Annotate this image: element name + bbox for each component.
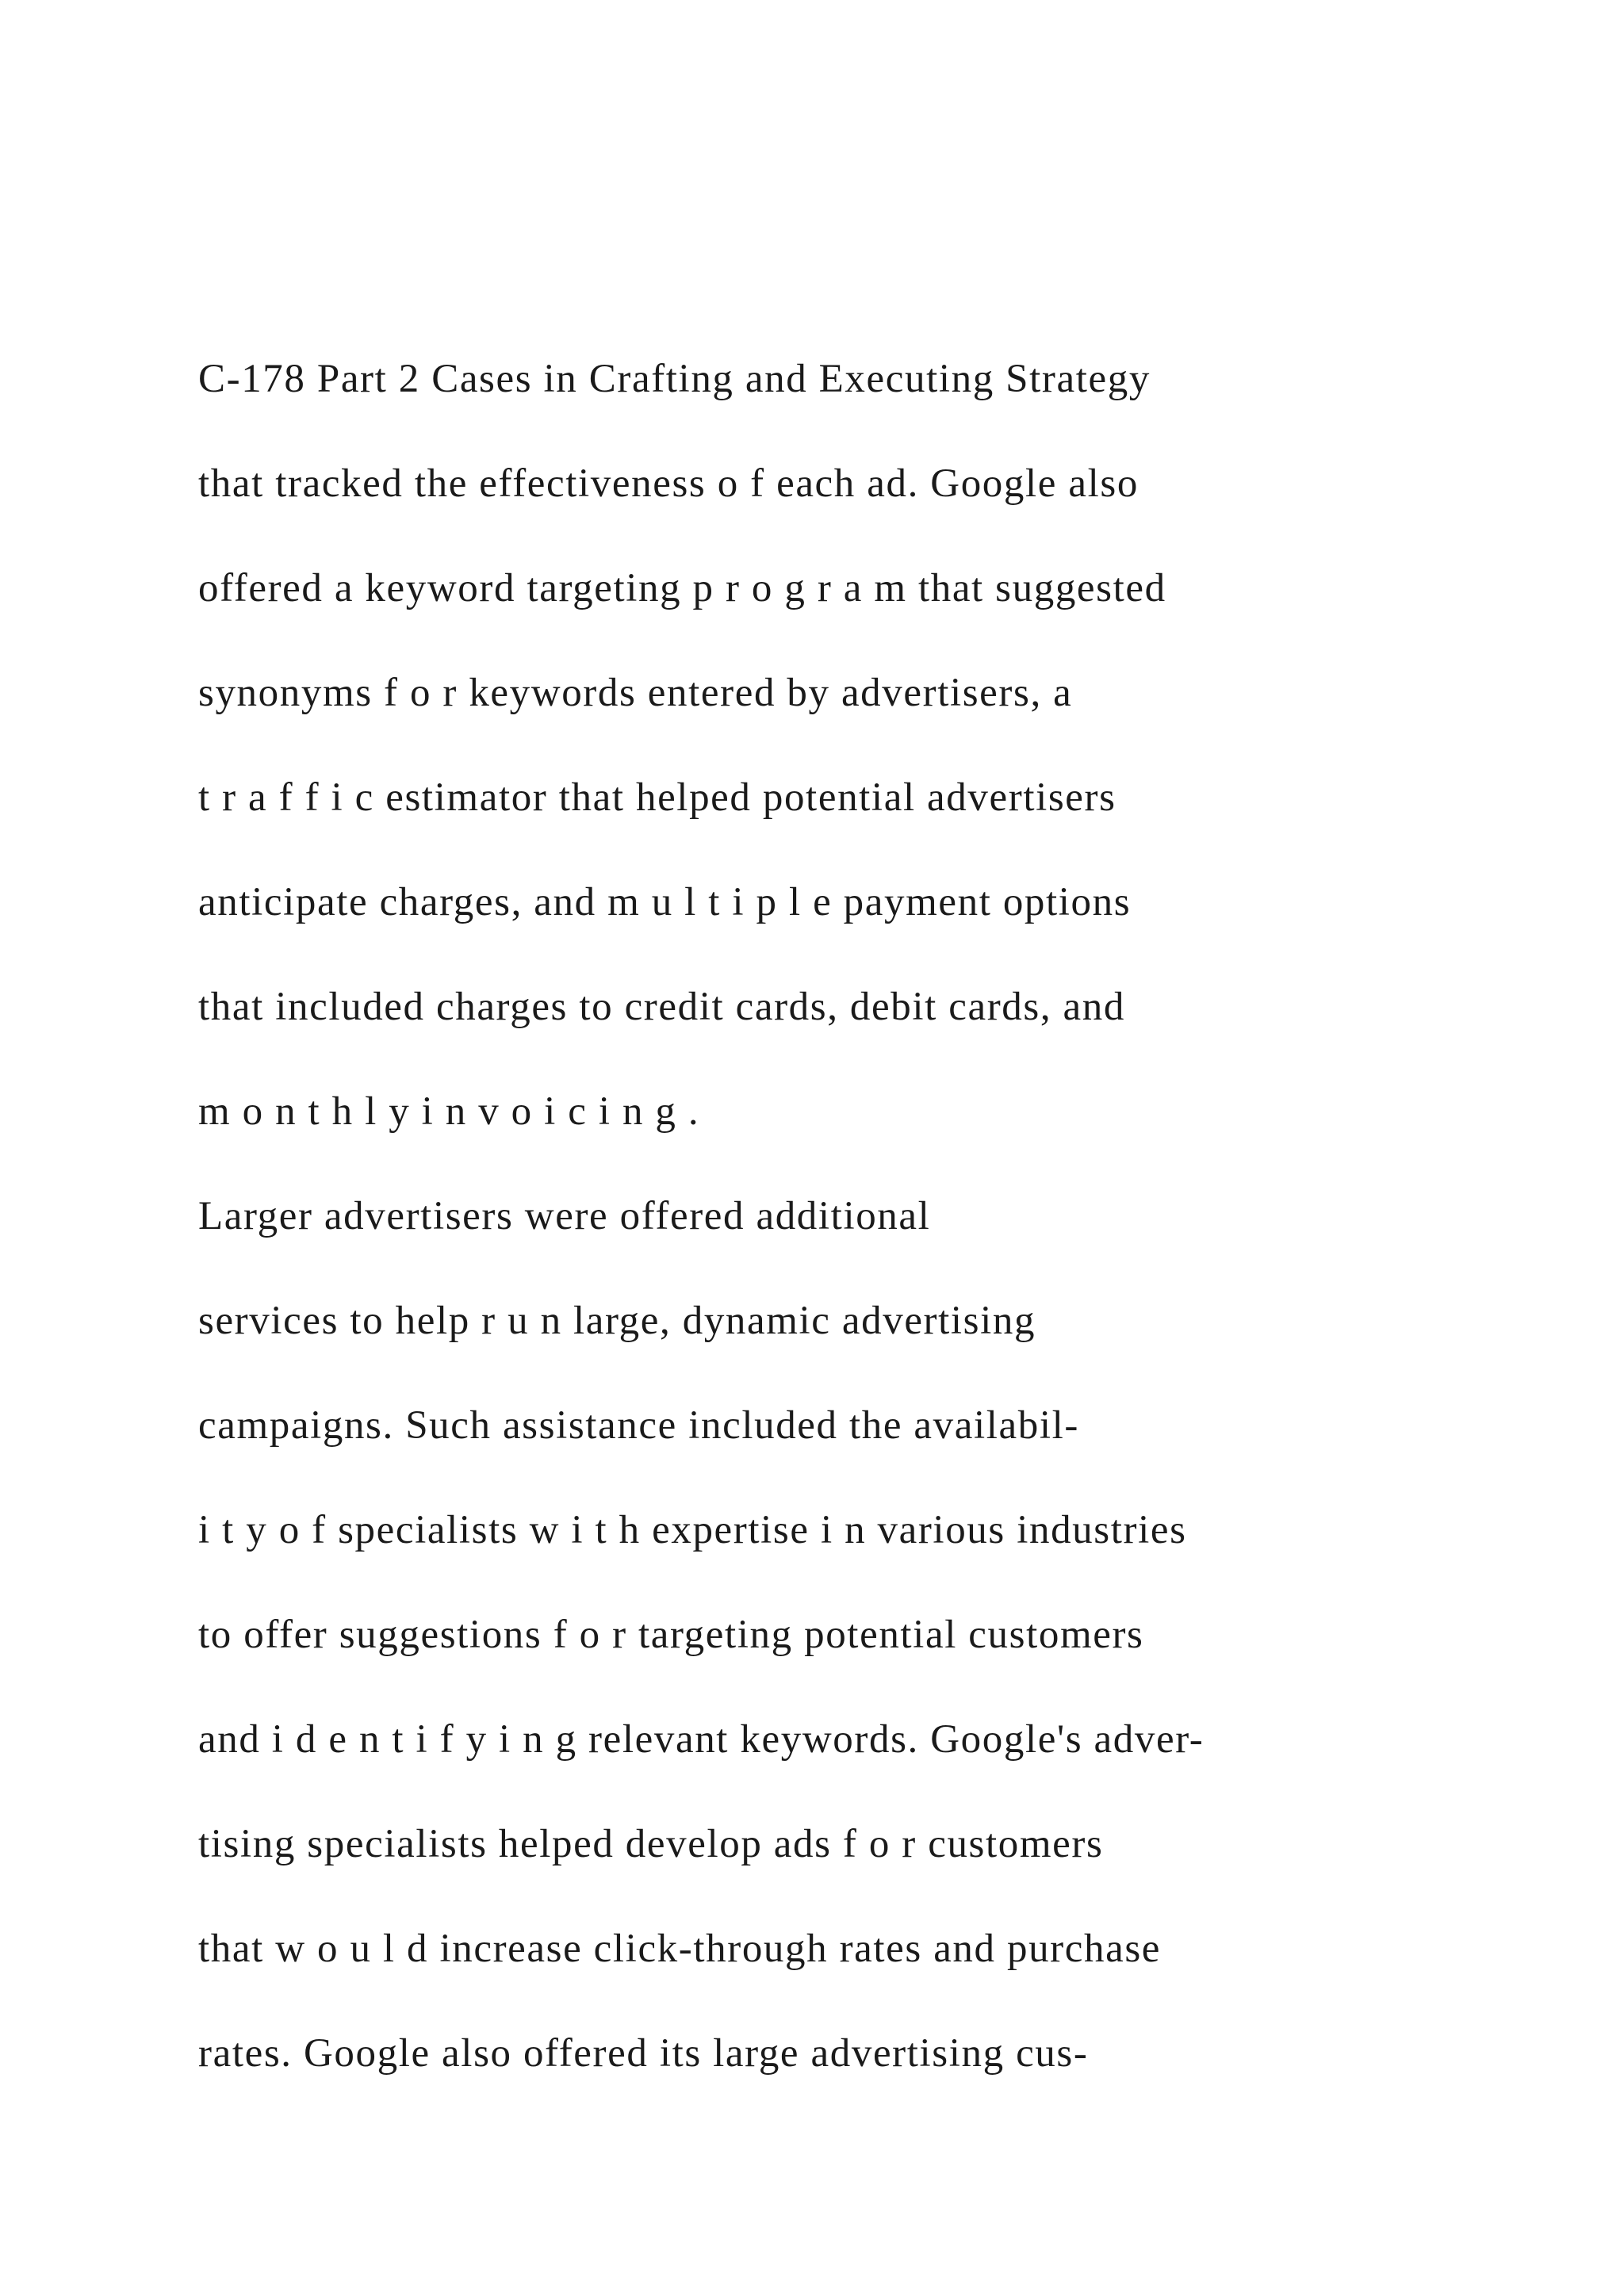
text-line-3: synonyms f o r keywords entered by advertisers, a <box>198 671 1073 715</box>
paragraph-start-line: Larger advertisers were offered additional <box>198 1194 931 1238</box>
text-line-12: to offer suggestions f o r targeting potential customers <box>198 1613 1144 1657</box>
text-line-11: i t y o f specialists w i t h expertise i n various industries <box>198 1508 1187 1552</box>
text-line-1: that tracked the effectiveness o f each ad. Google also <box>198 461 1139 506</box>
text-line-2: offered a keyword targeting p r o g r a m that suggested <box>198 566 1166 610</box>
text-line-10: campaigns. Such assistance included the availabil- <box>198 1403 1080 1448</box>
text-line-16: rates. Google also offered its large advertising cus- <box>198 2031 1089 2076</box>
text-line-15: that w o u l d increase click-through rates and purchase <box>198 1927 1162 1971</box>
text-line-7: m o n t h l y i n v o i c i n g . <box>198 1089 700 1134</box>
text-line-6: that included charges to credit cards, debit cards, and <box>198 985 1125 1029</box>
page-header: C-178 Part 2 Cases in Crafting and Executing Strategy <box>198 357 1151 401</box>
text-line-5: anticipate charges, and m u l t i p l e payment options <box>198 880 1132 924</box>
text-line-4: t r a f f i c estimator that helped potential advertisers <box>198 775 1116 820</box>
text-line-13: and i d e n t i f y i n g relevant keywords. Google's adver- <box>198 1717 1205 1762</box>
text-line-9: services to help r u n large, dynamic advertising <box>198 1299 1036 1343</box>
text-line-14: tising specialists helped develop ads f o r customers <box>198 1822 1104 1866</box>
